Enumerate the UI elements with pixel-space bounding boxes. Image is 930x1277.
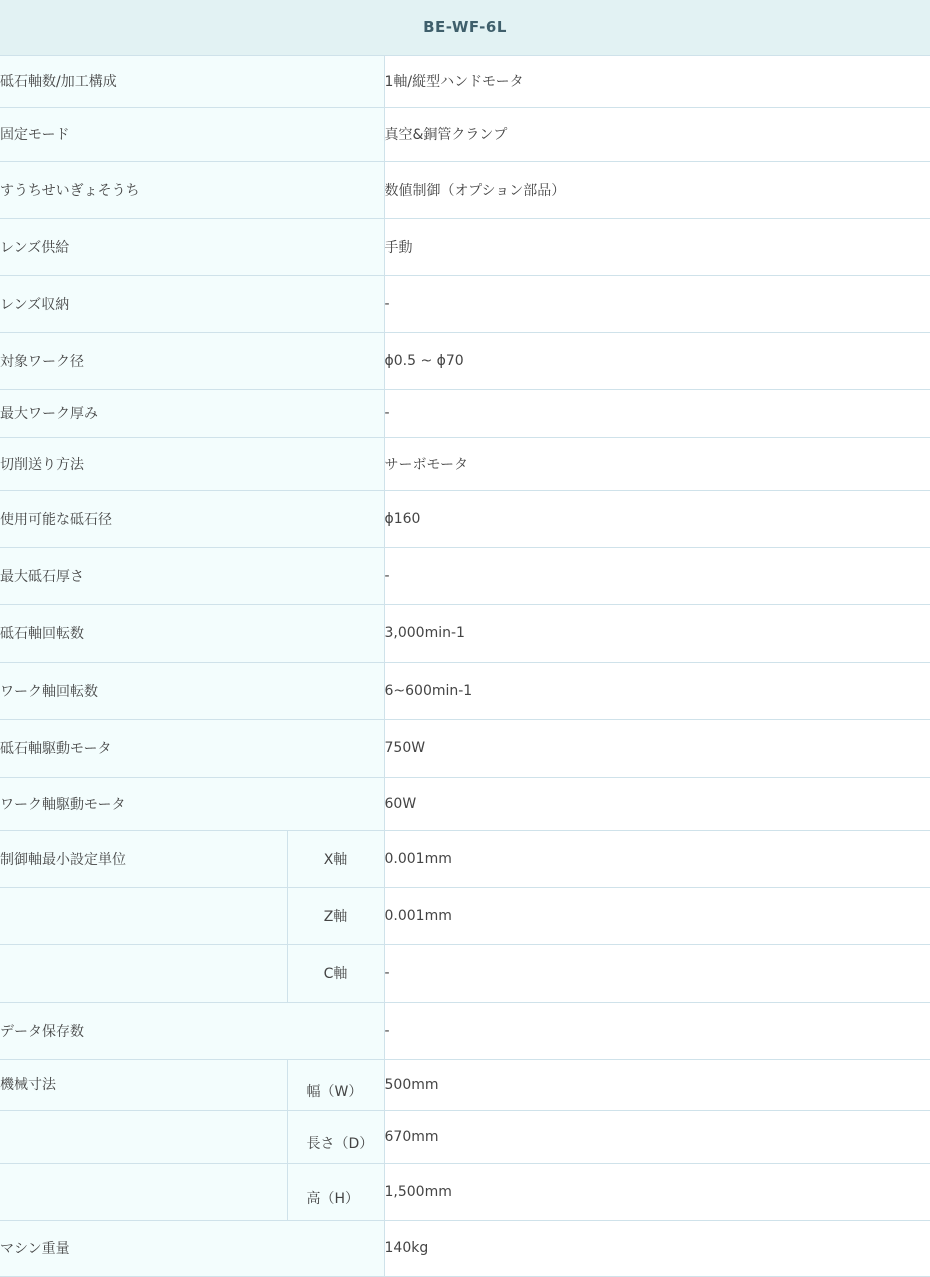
spec-label: 最大ワーク厚み xyxy=(0,389,384,437)
width-label xyxy=(287,1059,384,1110)
spec-value: 3,000min-1 xyxy=(384,604,930,662)
spec-value: 真空&銅管クランプ xyxy=(384,107,930,161)
spec-row xyxy=(0,1002,930,1059)
spec-row xyxy=(0,107,930,161)
spec-value: ϕ160 xyxy=(384,490,930,547)
spec-label: マシン重量 xyxy=(0,1220,384,1276)
x-axis-label: X軸 xyxy=(287,830,384,887)
spec-row xyxy=(0,275,930,332)
spec-row xyxy=(0,777,930,830)
spec-row xyxy=(0,887,930,944)
height-label-text: 高（H） xyxy=(306,1190,360,1207)
height-label xyxy=(287,1163,384,1220)
spec-row xyxy=(0,437,930,490)
spec-label: 固定モード xyxy=(0,107,384,161)
spec-row xyxy=(0,604,930,662)
control-axis-label: 制御軸最小設定単位 xyxy=(0,830,287,887)
depth-label xyxy=(287,1110,384,1163)
spec-label: レンズ供給 xyxy=(0,218,384,275)
spec-value: 140kg xyxy=(384,1220,930,1276)
spec-label: ワーク軸駆動モータ xyxy=(0,777,384,830)
spec-value: - xyxy=(384,275,930,332)
spec-label: ワーク軸回転数 xyxy=(0,662,384,719)
spec-value: 手動 xyxy=(384,218,930,275)
model-header: BE-WF-6L xyxy=(0,0,930,55)
c-axis-label: C軸 xyxy=(287,944,384,1002)
dimensions-label: 機械寸法 xyxy=(0,1059,287,1110)
spec-label: 砥石軸数/加工構成 xyxy=(0,55,384,107)
spec-value: サーボモータ xyxy=(384,437,930,490)
spec-row xyxy=(0,719,930,777)
spec-row xyxy=(0,1163,930,1220)
spec-value: - xyxy=(384,1002,930,1059)
spec-value: 1軸/縦型ハンドモータ xyxy=(384,55,930,107)
spec-value: 750W xyxy=(384,719,930,777)
width-label-text: 幅（W） xyxy=(306,1083,363,1100)
spec-row xyxy=(0,1059,930,1110)
spec-row xyxy=(0,389,930,437)
spec-label: レンズ収納 xyxy=(0,275,384,332)
spec-value: 60W xyxy=(384,777,930,830)
spec-label: 砥石軸駆動モータ xyxy=(0,719,384,777)
spec-row xyxy=(0,218,930,275)
spec-label: すうちせいぎょそうち xyxy=(0,161,384,218)
spec-row xyxy=(0,944,930,1002)
depth-label-text: 長さ（D） xyxy=(306,1135,374,1152)
spec-row xyxy=(0,662,930,719)
width-value: 500mm xyxy=(384,1059,930,1110)
spec-row xyxy=(0,830,930,887)
spec-row xyxy=(0,55,930,107)
spec-row xyxy=(0,1220,930,1276)
spec-label: 切削送り方法 xyxy=(0,437,384,490)
z-axis-label: Z軸 xyxy=(287,887,384,944)
spec-row xyxy=(0,1110,930,1163)
spec-label: データ保存数 xyxy=(0,1002,384,1059)
empty-label-cell xyxy=(0,1163,287,1220)
spec-value: 数値制御（オプション部品） xyxy=(384,161,930,218)
spec-row xyxy=(0,332,930,389)
spec-value: - xyxy=(384,547,930,604)
z-axis-value: 0.001mm xyxy=(384,887,930,944)
spec-value: 6~600min-1 xyxy=(384,662,930,719)
empty-label-cell xyxy=(0,887,287,944)
spec-row xyxy=(0,161,930,218)
spec-value: - xyxy=(384,389,930,437)
empty-label-cell xyxy=(0,944,287,1002)
depth-value: 670mm xyxy=(384,1110,930,1163)
x-axis-value: 0.001mm xyxy=(384,830,930,887)
empty-label-cell xyxy=(0,1110,287,1163)
spec-label: 対象ワーク径 xyxy=(0,332,384,389)
spec-label: 砥石軸回転数 xyxy=(0,604,384,662)
c-axis-value: - xyxy=(384,944,930,1002)
spec-label: 最大砥石厚さ xyxy=(0,547,384,604)
spec-label: 使用可能な砥石径 xyxy=(0,490,384,547)
spec-row xyxy=(0,490,930,547)
height-value: 1,500mm xyxy=(384,1163,930,1220)
spec-row xyxy=(0,547,930,604)
spec-value: ϕ0.5 ~ ϕ70 xyxy=(384,332,930,389)
